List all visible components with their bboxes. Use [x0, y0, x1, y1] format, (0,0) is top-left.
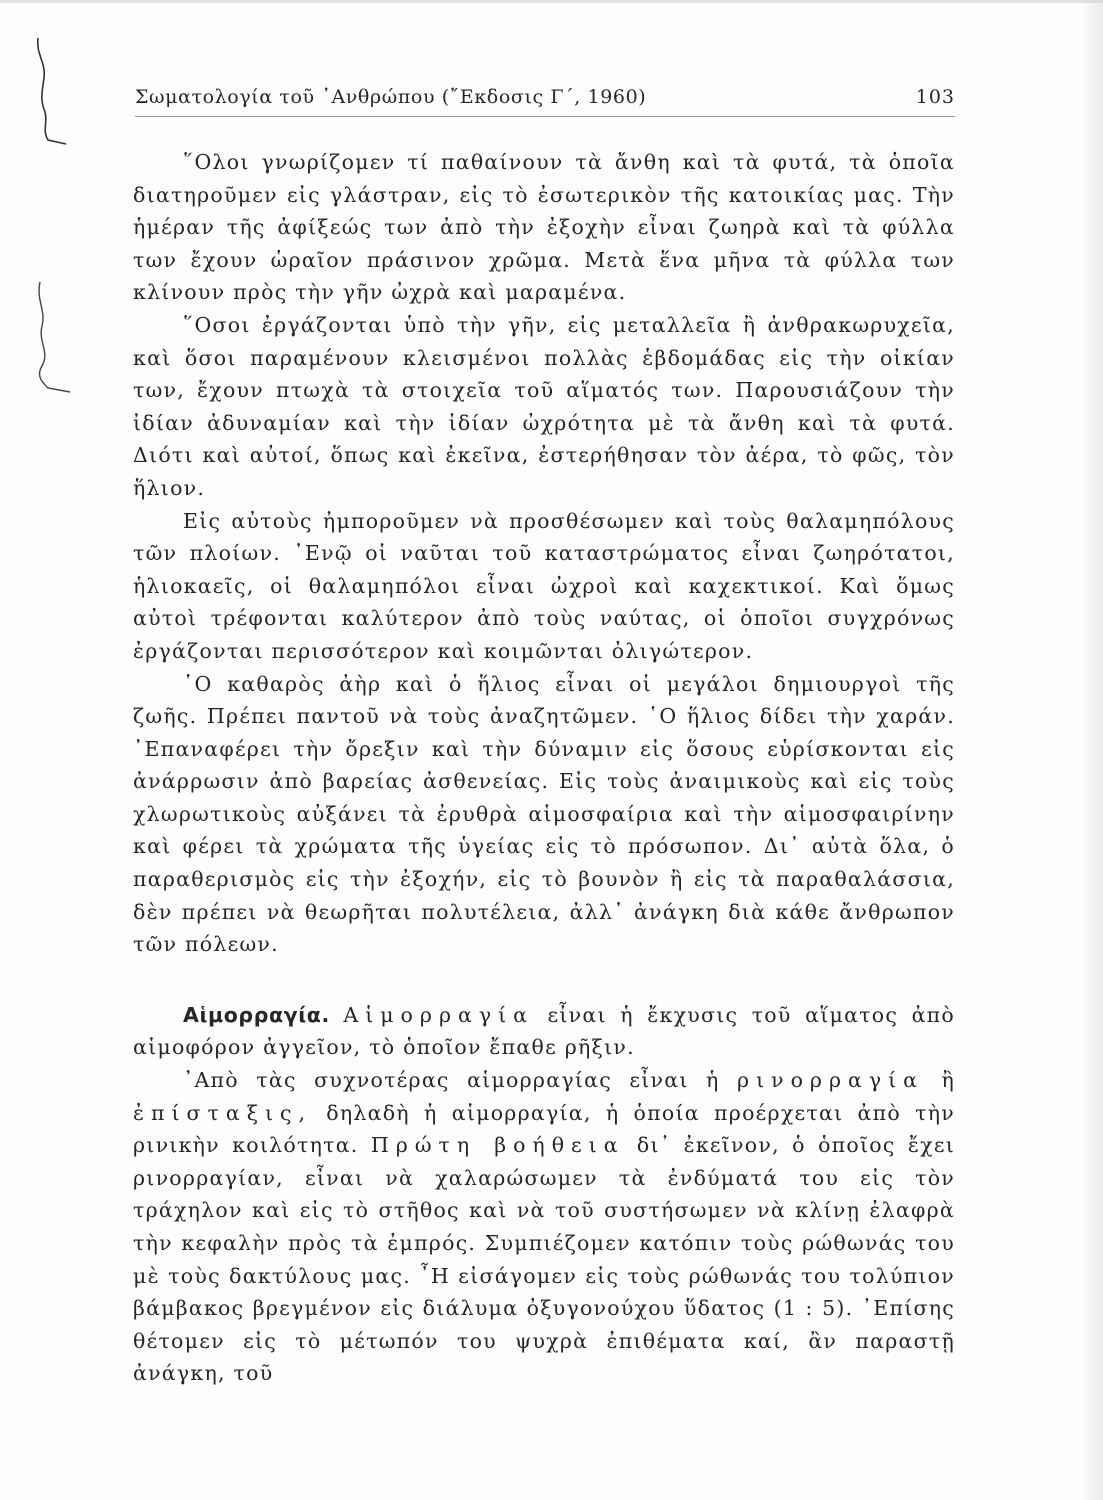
page-number: 103 — [915, 86, 955, 108]
emphasized-term: Πρώτη βοήθεια — [370, 1133, 625, 1158]
section-haemorrhage — [133, 999, 955, 1390]
body-text — [133, 146, 955, 1390]
definition-text: εἶναι ἡ ἔκχυσις τοῦ αἵματος ἀπὸ αἱμοφόρον ἀγγεῖον, τὸ ὁποῖον ἔπαθε ρῆξιν. — [133, 1002, 955, 1060]
paragraph: Εἰς αὐτοὺς ἠμποροῦμεν νὰ προσθέσωμεν καὶ τοὺς θαλαμηπόλους τῶν πλοίων. ᾿Ενῷ οἱ ναῦται τοῦ καταστρώματος εἶναι ζωηρότατοι, ἡλιοκαεῖς, οἱ θαλαμηπόλοι εἶναι ὠχροὶ καὶ καχεκτικοί. Καὶ ὅμως αὐτοὶ τρέφονται καλύτερον ἀπὸ τοὺς ναύτας, οἱ ὁποῖοι συγχρόνως ἐργάζονται περισσότερον καὶ κοιμῶνται ὀλιγώτερον. — [133, 508, 955, 663]
paragraph-text: δηλαδὴ ἡ αἱμορραγία, ἡ ὁποία προέρχεται ἀπὸ τὴν ρινικὴν κοιλότητα. — [133, 1100, 955, 1158]
section-paragraph — [133, 1064, 955, 1390]
section-paragraph — [133, 999, 955, 1064]
paragraph: ῾Ο καθαρὸς ἀὴρ καὶ ὁ ἥλιος εἶναι οἱ μεγάλοι δημιουργοὶ τῆς ζωῆς. Πρέπει παντοῦ νὰ τοὺς ἀναζητῶμεν. ῾Ο ἥλιος δίδει τὴν χαράν. ᾿Επαναφέρει τὴν ὄρεξιν καὶ τὴν δύναμιν εἰς ὅσους εὑρίσκονται εἰς ἀνάρρωσιν ἀπὸ βαρείας ἀσθενείας. Εἰς τοὺς ἀναιμικοὺς καὶ εἰς τοὺς χλωρωτικοὺς αὐξάνει τὰ ἐρυθρὰ αἱμοσφαίρια καὶ τὴν αἱμοσφαιρίνην καὶ φέρει τὰ χρώματα τῆς ὑγείας εἰς τὸ πρόσωπον. Δι᾿ αὐτὰ ὅλα, ὁ παραθερισμὸς εἰς τὴν ἐξοχήν, εἰς τὸ βουνὸν ἢ εἰς τὰ παραθαλάσσια, δὲν πρέπει νὰ θεωρῆται πολυτέλεια, ἀλλ᾿ ἀνάγκη διὰ κάθε ἄνθρωπον τῶν πόλεων. — [133, 671, 955, 957]
emphasized-term: ἐπίσταξις, — [133, 1100, 313, 1125]
emphasized-term: ρινορραγία — [737, 1068, 925, 1093]
paragraph: ῞Ολοι γνωρίζομεν τί παθαίνουν τὰ ἄνθη καὶ τὰ φυτά, τὰ ὁποῖα διατηροῦμεν εἰς γλάστραν, εἰς τὸ ἐσωτερικὸν τῆς κατοικίας μας. Τὴν ἡμέραν τῆς ἀφίξεώς των ἀπὸ τὴν ἐξοχὴν εἶναι ζωηρὰ καὶ τὰ φύλλα των ἔχουν ὡραῖον πράσινον χρῶμα. Μετὰ ἕνα μῆνα τὰ φύλλα των κλίνουν πρὸς τὴν γῆν ὠχρὰ καὶ μαραμένα. — [133, 150, 955, 305]
section-heading: Αἱμορραγία. — [183, 1002, 330, 1027]
paragraph-text: δι᾿ ἐκεῖνον, ὁ ὁποῖος ἔχει ρινορραγίαν, εἶναι νὰ χαλαρώσωμεν τὰ ἐνδύματά του εἰς τὸν τράχηλον καὶ εἰς τὸ στῆθος καὶ νὰ τοῦ συστήσωμεν νὰ κλίνῃ ἐλαφρὰ τὴν κεφαλὴν πρὸς τὰ ἐμπρός. Συμπιέζομεν κατόπιν τοὺς ρώθωνάς του μὲ τοὺς δακτύλους μας. ῏Η εἰσάγομεν εἰς τοὺς ρώθωνάς του τολύπιον βάμβακος βρεγμένον εἰς διάλυμα ὀξυγονούχου ὕδατος (1 : 5). ᾿Επίσης θέτομεν εἰς τὸ μέτωπόν του ψυχρὰ ἐπιθέματα καί, ἂν παραστῇ ἀνάγκη, τοῦ — [133, 1133, 955, 1386]
page-top-edge — [0, 0, 1103, 3]
paragraph: ῞Οσοι ἐργάζονται ὑπὸ τὴν γῆν, εἰς μεταλλεῖα ἢ ἀνθρακωρυχεῖα, καὶ ὅσοι παραμένουν κλεισμένοι πολλὰς ἑβδομάδας εἰς τὴν οἰκίαν των, ἔχουν πτωχὰ τὰ στοιχεῖα τοῦ αἵματός των. Παρουσιάζουν τὴν ἰδίαν ἀδυναμίαν καὶ τὴν ἰδίαν ὠχρότητα μὲ τὰ ἄνθη καὶ τὰ φυτά. Διότι καὶ αὐτοί, ὅπως καὶ ἐκεῖνα, ἐστερήθησαν τὸν ἀέρα, τὸ φῶς, τὸν ἥλιον. — [133, 312, 955, 500]
page-right-edge-shadow — [1081, 0, 1103, 1500]
paragraph-text: ἢ — [941, 1068, 955, 1093]
header-title: Σωματολογία τοῦ ᾿Ανθρώπου (῎Εκδοσις Γ΄, 1960) — [135, 86, 647, 108]
running-header — [135, 82, 955, 117]
margin-pencil-marks — [0, 0, 90, 420]
paragraph-text: ᾿Απὸ τὰς συχνοτέρας αἱμορραγίας εἶναι ἡ — [183, 1068, 720, 1093]
defined-term: Αἱμορραγία — [343, 1002, 534, 1027]
